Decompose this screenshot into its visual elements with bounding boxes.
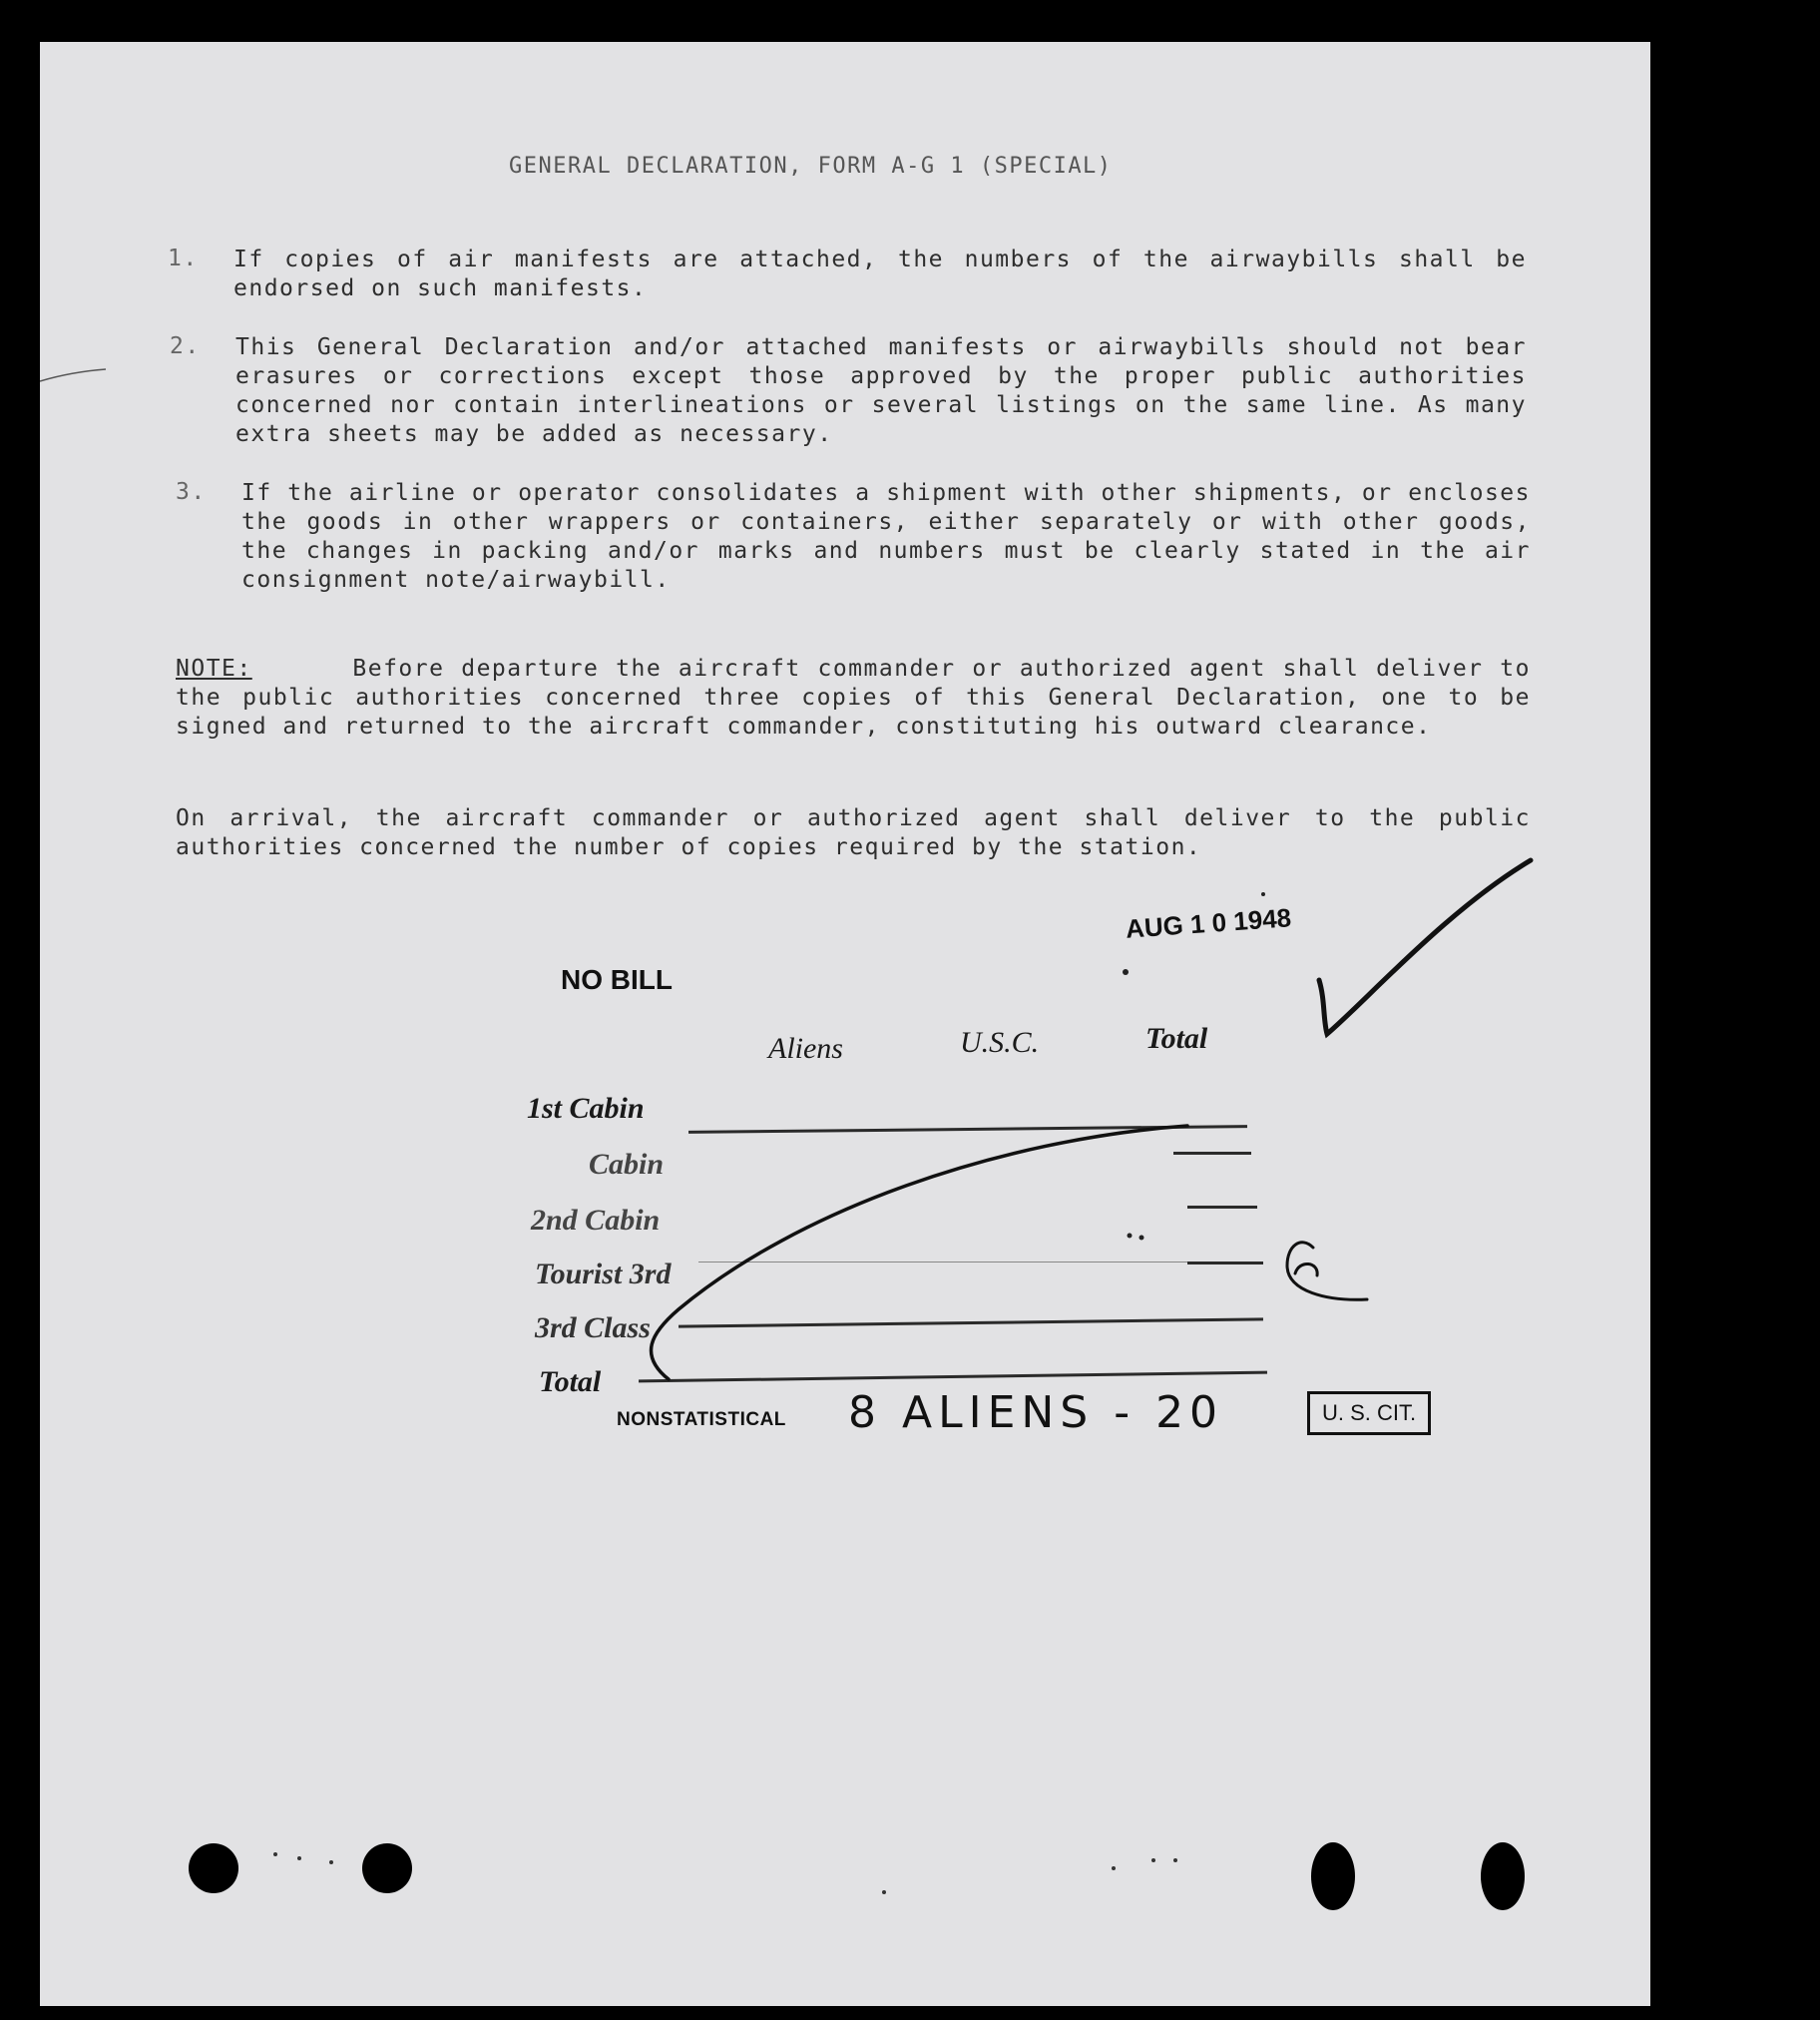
- row-1st-cabin: 1st Cabin: [527, 1092, 645, 1125]
- row-total: Total: [539, 1365, 602, 1398]
- arrival-paragraph: On arrival, the aircraft commander or authorized agent shall deliver to the public authorities concerned the number of copies required by the station.: [176, 805, 1531, 860]
- document-page: [40, 42, 1650, 2006]
- check-mark: [1319, 860, 1531, 1034]
- item-3-text: If the airline or operator consolidates a shipment with other shipments, or encloses the goods in other wrappers or containers, either separately or with other goods, the changes in packing and/or marks and numbers must be clearly stated in the air consignment note/airwaybill.: [241, 480, 1531, 593]
- no-bill-stamp: NO BILL: [561, 964, 673, 995]
- punch-hole-3: [1311, 1842, 1355, 1910]
- row-3rd-class: 3rd Class: [535, 1311, 651, 1344]
- item-1-text: If copies of air manifests are attached, the numbers of the airwaybills shall be endorsed on such manifests.: [233, 247, 1527, 301]
- punch-hole-1: [189, 1843, 238, 1893]
- nonstatistical-stamp: NONSTATISTICAL: [617, 1409, 786, 1430]
- note-text: Before departure the aircraft commander or authorized agent shall deliver to the public authorities concerned three copies of this General Declaration, one to be signed and returned to the aircraft commander, constituting his outward clearance.: [176, 656, 1531, 740]
- column-usc: U.S.C.: [960, 1026, 1040, 1059]
- circled-c-mark: [1287, 1243, 1367, 1299]
- column-total: Total: [1145, 1022, 1208, 1055]
- row-tourist-3rd: Tourist 3rd: [535, 1258, 672, 1290]
- diagonal-cancel-stroke: [651, 1126, 1187, 1379]
- item-2-number: 2.: [170, 333, 201, 359]
- row-cabin: Cabin: [589, 1148, 665, 1181]
- punch-hole-4: [1481, 1842, 1525, 1910]
- handwritten-alien-count: 8 ALIENS - 20: [848, 1387, 1224, 1438]
- pen-marks-layer: [40, 42, 1650, 2006]
- date-stamp: AUG 1 0 1948: [1125, 902, 1293, 944]
- note-label: NOTE:: [176, 656, 252, 682]
- us-cit-stamp: U. S. CIT.: [1307, 1391, 1431, 1435]
- item-3-number: 3.: [176, 479, 207, 505]
- item-2-text: This General Declaration and/or attached manifests or airwaybills should not bear erasures or corrections except those approved by the proper public authorities concerned nor contain interlineations or several listings on the same line. As many extra sheets may be added as necessary.: [235, 334, 1527, 447]
- column-aliens: Aliens: [768, 1032, 843, 1065]
- item-1-number: 1.: [168, 246, 199, 271]
- row-2nd-cabin: 2nd Cabin: [531, 1204, 661, 1237]
- punch-hole-2: [362, 1843, 412, 1893]
- form-heading: GENERAL DECLARATION, FORM A-G 1 (SPECIAL): [509, 154, 1113, 179]
